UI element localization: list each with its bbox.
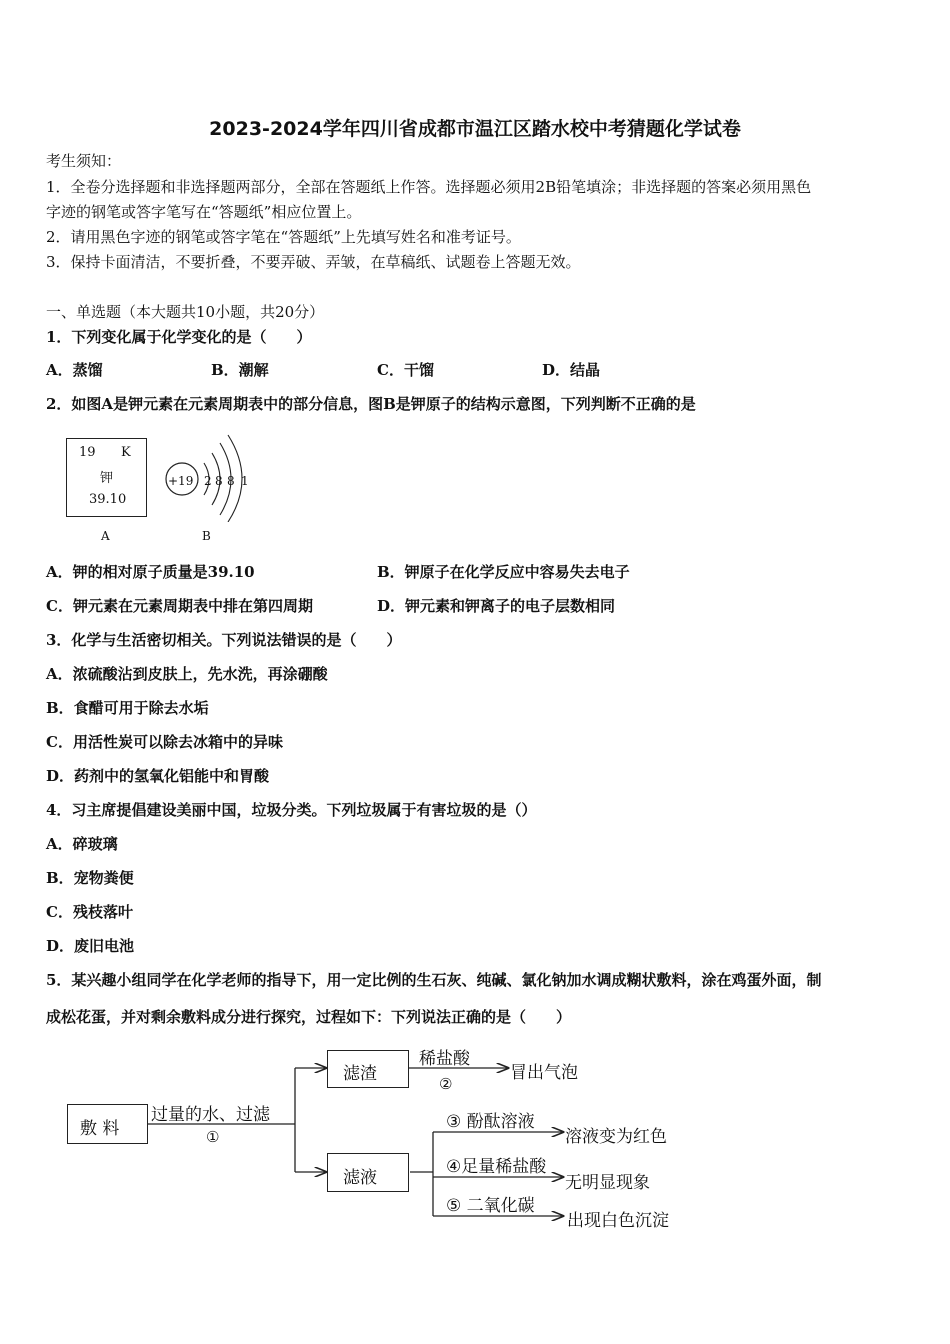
notice-line-1: 1．全卷分选择题和非选择题两部分，全部在答题纸上作答。选择题必须用2B铅笔填涂；非选择题的答案必须用黑色 <box>46 178 812 196</box>
result2-label: 冒出气泡 <box>510 1063 578 1083</box>
element-name: 钾 <box>100 471 114 486</box>
step4-label: ④足量稀盐酸 <box>446 1157 547 1177</box>
q5-stem-line-1: 5．某兴趣小组同学在化学老师的指导下，用一定比例的生石灰、纯碱、氯化钠加水调成糊状敷料，涂在鸡蛋外面，制 <box>46 971 822 989</box>
q3-stem: 3．化学与生活密切相关。下列说法错误的是（ ） <box>46 631 402 649</box>
shell-electrons-3: 8 <box>227 474 235 488</box>
q4-option-b: B．宠物粪便 <box>46 869 134 887</box>
shell-electrons-1: 2 <box>204 474 212 488</box>
result4-label: 无明显现象 <box>565 1173 650 1193</box>
notice-line-3: 3．保持卡面清洁，不要折叠，不要弄破、弄皱，在草稿纸、试题卷上答题无效。 <box>46 253 581 271</box>
figure-a-label: A <box>101 529 110 543</box>
filtrate-label: 滤液 <box>343 1168 377 1188</box>
box-residue <box>327 1050 409 1088</box>
step2-number: ② <box>439 1075 453 1093</box>
q1-option-c: C．干馏 <box>377 361 434 379</box>
shell-electrons-2: 8 <box>215 474 223 488</box>
q2-option-c: C．钾元素在元素周期表中排在第四周期 <box>46 597 313 615</box>
q2-option-a: A．钾的相对原子质量是39.10 <box>46 563 255 581</box>
step3-label: ③ 酚酞溶液 <box>446 1112 535 1132</box>
q1-option-d: D．结晶 <box>542 361 601 379</box>
step2-label: 稀盐酸 <box>419 1049 470 1069</box>
box-start-material <box>67 1104 148 1144</box>
figure-b-label: B <box>202 529 211 543</box>
page-title: 2023-2024学年四川省成都市温江区踏水校中考猜题化学试卷 <box>209 118 741 140</box>
shell-electrons-4: 1 <box>241 474 249 488</box>
step1-number: ① <box>206 1128 220 1146</box>
section-heading: 一、单选题（本大题共10小题，共20分） <box>46 303 325 321</box>
q2-option-b: B．钾原子在化学反应中容易失去电子 <box>377 563 630 581</box>
result3-label: 溶液变为红色 <box>565 1127 667 1147</box>
step1-label: 过量的水、过滤 <box>151 1105 270 1125</box>
q3-option-b: B．食醋可用于除去水垢 <box>46 699 209 717</box>
q4-stem: 4．习主席提倡建设美丽中国，垃圾分类。下列垃圾属于有害垃圾的是（） <box>46 801 537 819</box>
element-symbol: K <box>121 445 131 460</box>
q3-option-d: D．药剂中的氢氧化铝能中和胃酸 <box>46 767 270 785</box>
atomic-number: 19 <box>79 445 96 460</box>
notice-line-1b: 字迹的钢笔或答字笔写在“答题纸”相应位置上。 <box>46 203 362 221</box>
result5-label: 出现白色沉淀 <box>567 1211 669 1231</box>
q4-option-d: D．废旧电池 <box>46 937 135 955</box>
q4-option-c: C．残枝落叶 <box>46 903 133 921</box>
q2-stem: 2．如图A是钾元素在元素周期表中的部分信息，图B是钾原子的结构示意图，下列判断不正确的是 <box>46 395 696 413</box>
q3-option-a: A．浓硫酸沾到皮肤上，先水洗，再涂硼酸 <box>46 665 328 683</box>
notice-line-2: 2．请用黑色字迹的钢笔或答字笔在“答题纸”上先填写姓名和准考证号。 <box>46 228 521 246</box>
atomic-mass: 39.10 <box>89 492 127 507</box>
q1-option-a: A．蒸馏 <box>46 361 103 379</box>
box-filtrate <box>327 1153 409 1192</box>
step5-label: ⑤ 二氧化碳 <box>446 1196 535 1216</box>
q3-option-c: C．用活性炭可以除去冰箱中的异味 <box>46 733 283 751</box>
q5-stem-line-2: 成松花蛋，并对剩余敷料成分进行探究，过程如下：下列说法正确的是（ ） <box>46 1008 572 1026</box>
notice-heading: 考生须知： <box>46 152 122 170</box>
residue-label: 滤渣 <box>343 1064 377 1084</box>
q1-option-b: B．潮解 <box>211 361 269 379</box>
q1-stem: 1．下列变化属于化学变化的是（ ） <box>46 328 312 346</box>
start-material-label: 敷 料 <box>80 1119 120 1139</box>
nucleus-charge: +19 <box>168 474 194 488</box>
q4-option-a: A．碎玻璃 <box>46 835 118 853</box>
q2-option-d: D．钾元素和钾离子的电子层数相同 <box>377 597 616 615</box>
